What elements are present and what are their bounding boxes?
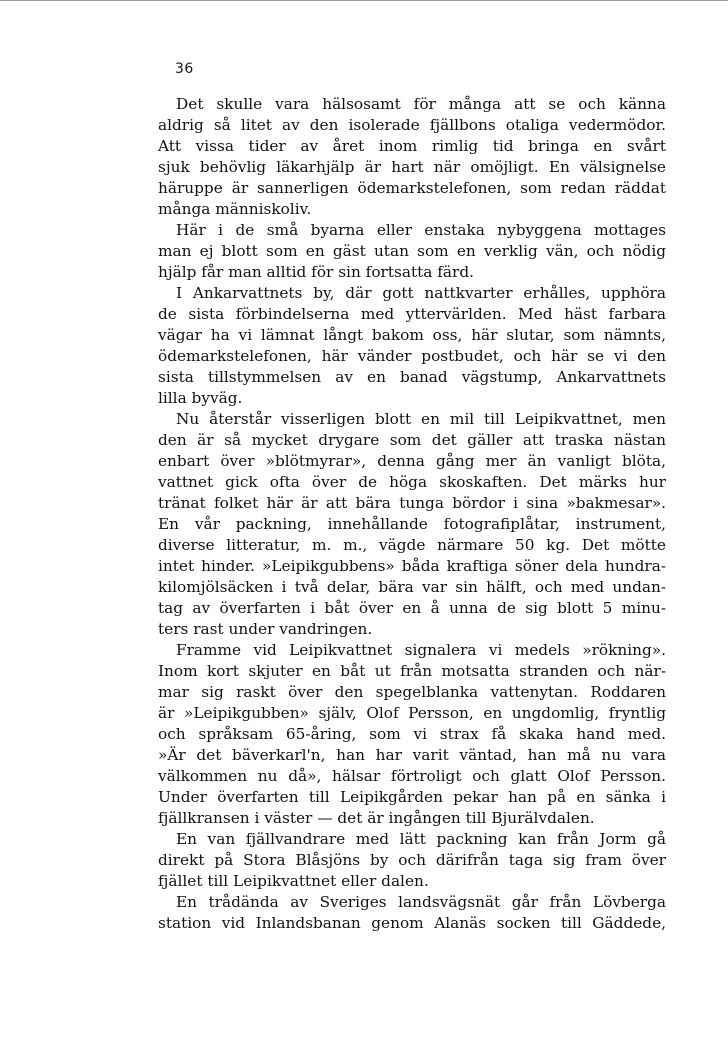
- text-line: hjälp får man alltid för sin fortsatta färd.: [158, 263, 474, 281]
- text-line: de sista förbindelserna med yttervärlden. Med häst farbara: [158, 305, 666, 323]
- page-top-edge-rule: [0, 0, 728, 1]
- text-line: kilomjölsäcken i två delar, bära var sin hälft, och med undan-: [158, 578, 666, 596]
- text-line: station vid Inlandsbanan genom Alanäs socken till Gäddede,: [158, 914, 666, 932]
- text-line: är »Leipikgubben» själv, Olof Persson, en ungdomlig, fryntlig: [158, 704, 666, 722]
- text-line: En trådända av Sveriges landsvägsnät går från Lövberga: [176, 893, 666, 911]
- text-line: En van fjällvandrare med lätt packning kan från Jorm gå: [176, 830, 666, 848]
- text-line: sista tillstymmelsen av en banad vägstump, Ankarvattnets: [158, 368, 666, 386]
- text-line: diverse litteratur, m. m., vägde närmare 50 kg. Det mötte: [158, 536, 666, 554]
- text-line: lilla byväg.: [158, 389, 243, 407]
- text-line: I Ankarvattnets by, där gott nattkvarter erhålles, upphöra: [176, 284, 666, 302]
- text-line: många människoliv.: [158, 200, 312, 218]
- text-line: sjuk behövlig läkarhjälp är hart när omöjligt. En välsignelse: [158, 158, 666, 176]
- text-line: ters rast under vandringen.: [158, 620, 373, 638]
- text-line: häruppe är sannerligen ödemarkstelefonen, som redan räddat: [158, 179, 666, 197]
- text-line: enbart över »blötmyrar», denna gång mer än vanligt blöta,: [158, 452, 666, 470]
- text-line: intet hinder. »Leipikgubbens» båda kraftiga söner dela hundra-: [158, 557, 666, 575]
- text-line: Under överfarten till Leipikgården pekar han på en sänka i: [158, 788, 666, 806]
- text-line: den är så mycket drygare som det gäller att traska nästan: [158, 431, 666, 449]
- text-line: välkommen nu då», hälsar förtroligt och glatt Olof Persson.: [158, 767, 666, 785]
- text-line: Att vissa tider av året inom rimlig tid bringa en svårt: [158, 137, 666, 155]
- text-line: En vår packning, innehållande fotografiplåtar, instrument,: [158, 515, 666, 533]
- text-line: vattnet gick ofta över de höga skoskaften. Det märks hur: [158, 473, 666, 491]
- text-line: Inom kort skjuter en båt ut från motsatta stranden och när-: [158, 662, 666, 680]
- text-line: tag av överfarten i båt över en å unna de sig blott 5 minu-: [158, 599, 666, 617]
- text-line: direkt på Stora Blåsjöns by och därifrån taga sig fram över: [158, 851, 666, 869]
- text-line: fjället till Leipikvattnet eller dalen.: [158, 872, 429, 890]
- text-line: man ej blott som en gäst utan som en verklig vän, och nödig: [158, 242, 666, 260]
- text-line: vägar ha vi lämnat långt bakom oss, här slutar, som nämnts,: [158, 326, 666, 344]
- text-line: och språksam 65-åring, som vi strax få skaka hand med.: [158, 725, 666, 743]
- text-line: ödemarkstelefonen, här vänder postbudet, och här se vi den: [158, 347, 666, 365]
- text-line: Här i de små byarna eller enstaka nybyggena mottages: [176, 221, 666, 239]
- text-line: mar sig raskt över den spegelblanka vattenytan. Roddaren: [158, 683, 666, 701]
- text-line: aldrig så litet av den isolerade fjällbons otaliga vedermödor.: [158, 116, 666, 134]
- text-line: fjällkransen i väster — det är ingången till Bjurälvdalen.: [158, 809, 595, 827]
- text-line: Nu återstår visserligen blott en mil till Leipikvattnet, men: [176, 410, 666, 428]
- text-line: »Är det bäverkarl'n, han har varit väntad, han må nu vara: [158, 746, 666, 764]
- text-line: Det skulle vara hälsosamt för många att se och känna: [176, 95, 666, 113]
- body-text: [158, 94, 666, 934]
- text-line: Framme vid Leipikvattnet signalera vi medels »rökning».: [176, 641, 666, 659]
- text-line: tränat folket här är att bära tunga bördor i sina »bakmesar».: [158, 494, 666, 512]
- page-number: 36: [175, 61, 194, 77]
